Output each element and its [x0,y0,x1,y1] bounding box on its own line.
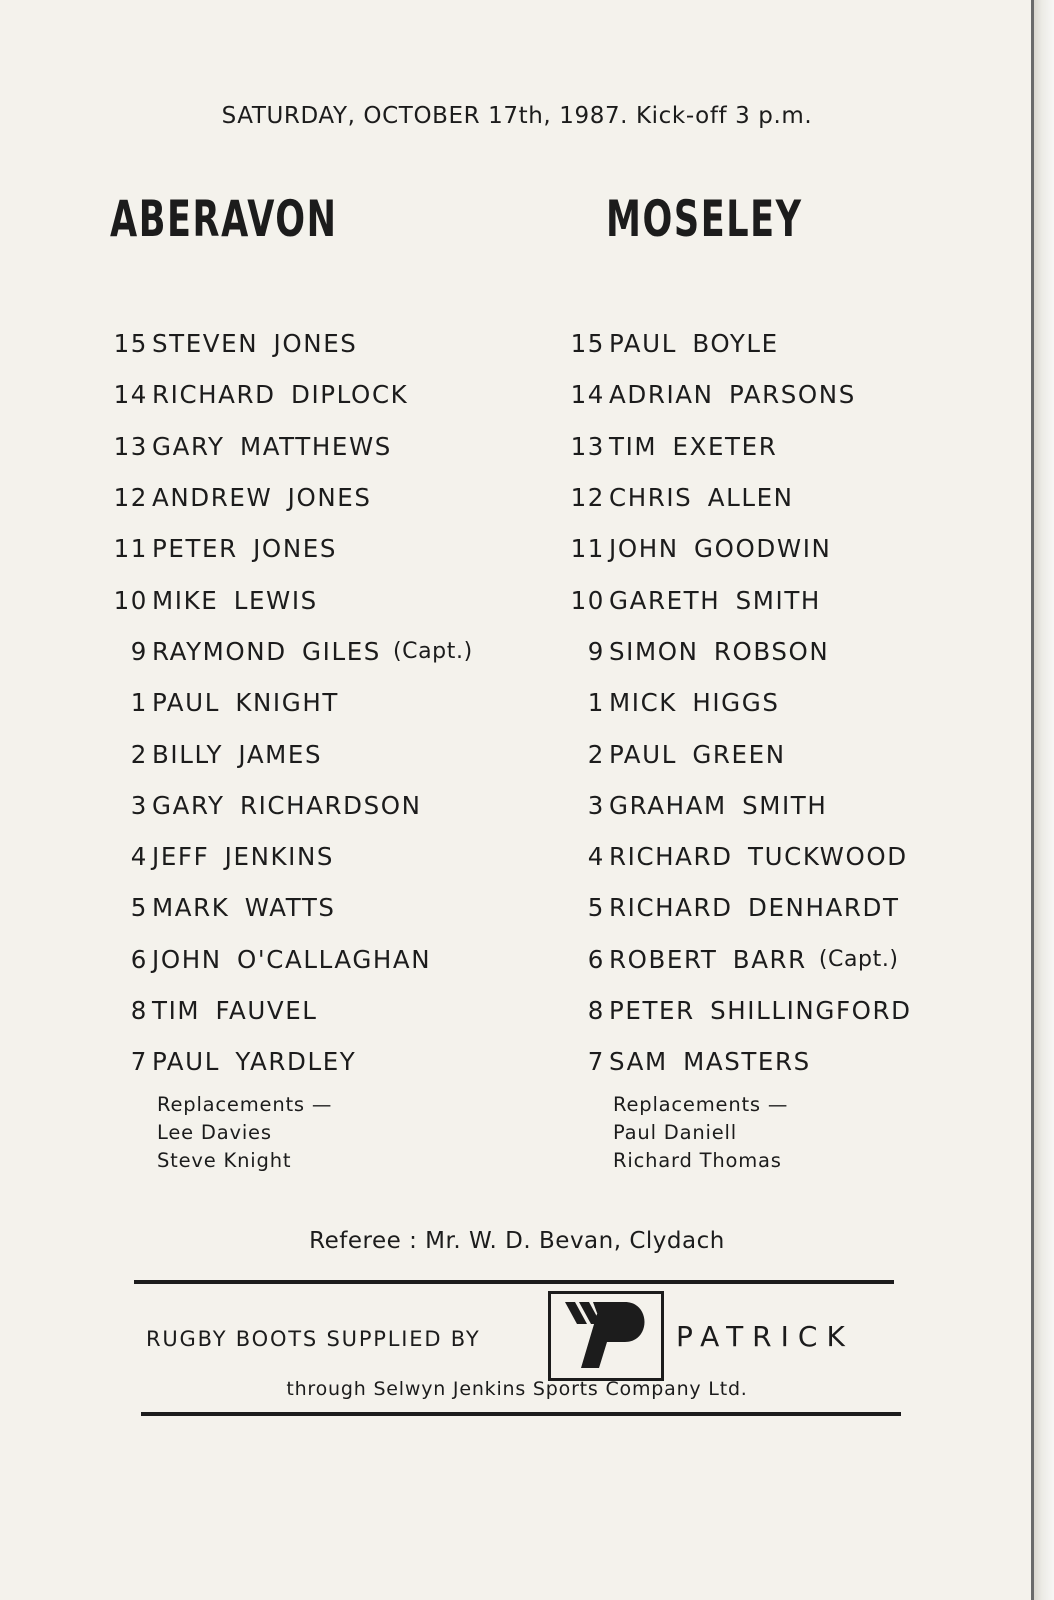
player-name: GARY MATTHEWS [152,431,392,461]
player-name: TIM EXETER [609,431,778,461]
player-name: RICHARD DENHARDT [609,893,900,923]
player-number: 15 [113,329,148,359]
player-name: PAUL KNIGHT [152,688,339,718]
player-number: 12 [113,483,148,513]
player-name: GRAHAM SMITH [609,790,828,820]
player-number: 9 [587,636,605,666]
player-name: MIKE LEWIS [152,585,318,615]
player-name: JEFF JENKINS [152,842,335,872]
home-player-row [100,574,473,625]
sponsor-brand: PATRICK [676,1320,854,1353]
away-player-row [557,934,912,985]
player-number: 6 [587,944,605,974]
player-name: PAUL YARDLEY [152,1047,357,1077]
home-replacements [157,1091,332,1175]
patrick-p-logo-icon [548,1291,664,1381]
away-player-row [557,421,912,472]
player-name: MICK HIGGS [609,688,780,718]
player-number: 10 [570,585,605,615]
away-player-row [557,523,912,574]
away-player-row [557,1036,912,1087]
home-player-row [100,421,473,472]
player-name: SAM MASTERS [609,1047,811,1077]
player-number: 15 [570,329,605,359]
player-number: 13 [113,431,148,461]
player-name: JOHN O'CALLAGHAN [152,944,432,974]
player-name: PETER SHILLINGFORD [609,996,912,1025]
player-name: GARETH SMITH [609,585,821,615]
page-edge [1034,0,1054,1600]
player-number: 3 [587,790,605,820]
replacements-label: Replacements — [157,1093,333,1116]
home-player-row [100,677,473,728]
player-name: RICHARD DIPLOCK [152,380,409,410]
player-name: SIMON ROBSON [609,636,830,666]
home-player-row [100,318,473,369]
player-number: 5 [130,893,148,923]
away-replacements [613,1091,788,1175]
player-number: 11 [570,534,605,564]
home-player-row [100,472,473,523]
player-name: TIM FAUVEL [152,996,318,1025]
home-player-row [100,728,473,779]
away-player-row [557,985,912,1036]
player-name: PAUL GREEN [609,739,786,769]
match-date-line: SATURDAY, OCTOBER 17th, 1987. Kick-off 3 p.m. [221,103,813,129]
player-number: 1 [130,688,148,718]
divider-rule [141,1412,901,1416]
player-name: RICHARD TUCKWOOD [609,842,908,872]
replacement-player: Paul Daniell [613,1121,737,1144]
home-roster [100,318,473,1087]
player-number: 11 [113,534,148,564]
player-name: CHRIS ALLEN [609,483,794,513]
home-player-row [100,626,473,677]
player-number: 14 [570,380,605,410]
player-name: JOHN GOODWIN [609,534,832,564]
player-number: 5 [587,893,605,923]
player-number: 8 [587,996,605,1025]
away-player-row [557,369,912,420]
home-player-row [100,369,473,420]
away-team-name: MOSELEY [606,190,803,248]
home-player-row [100,985,473,1036]
player-number: 1 [587,688,605,718]
player-name: ADRIAN PARSONS [609,380,856,410]
replacements-label: Replacements — [613,1093,789,1116]
divider-rule [134,1280,894,1284]
replacement-player: Richard Thomas [613,1149,782,1172]
home-player-row [100,934,473,985]
player-number: 4 [587,842,605,872]
home-player-row [100,831,473,882]
home-player-row [100,780,473,831]
player-name: ANDREW JONES [152,483,372,513]
replacement-player: Steve Knight [157,1149,292,1172]
player-number: 7 [130,1047,148,1077]
player-number: 2 [587,739,605,769]
player-name: PETER JONES [152,534,337,564]
player-number: 8 [130,996,148,1025]
player-number: 12 [570,483,605,513]
player-name: ROBERT BARR [609,944,807,974]
player-number: 7 [587,1047,605,1077]
away-player-row [557,882,912,933]
player-number: 13 [570,431,605,461]
player-name: BILLY JAMES [152,739,323,769]
away-player-row [557,728,912,779]
home-player-row [100,1036,473,1087]
captain-marker: (Capt.) [818,946,899,972]
player-name: STEVEN JONES [152,329,358,359]
away-roster [557,318,912,1087]
replacement-player: Lee Davies [157,1121,272,1144]
home-player-row [100,882,473,933]
away-player-row [557,574,912,625]
away-player-row [557,318,912,369]
away-player-row [557,626,912,677]
player-number: 4 [130,842,148,872]
page-border-line [1031,0,1034,1600]
away-player-row [557,677,912,728]
player-name: RAYMOND GILES [152,636,381,666]
home-team-name: ABERAVON [110,190,338,248]
sponsor-supplied-by: RUGBY BOOTS SUPPLIED BY [146,1327,481,1351]
captain-marker: (Capt.) [392,638,473,664]
away-player-row [557,780,912,831]
player-name: PAUL BOYLE [609,329,779,359]
player-number: 14 [113,380,148,410]
player-number: 2 [130,739,148,769]
referee-line: Referee : Mr. W. D. Bevan, Clydach [309,1228,725,1254]
player-number: 6 [130,944,148,974]
player-number: 9 [130,636,148,666]
away-player-row [557,472,912,523]
sponsor-through-line: through Selwyn Jenkins Sports Company Ltd. [286,1378,748,1400]
player-number: 3 [130,790,148,820]
home-player-row [100,523,473,574]
player-number: 10 [113,585,148,615]
player-name: GARY RICHARDSON [152,790,422,820]
away-player-row [557,831,912,882]
player-name: MARK WATTS [152,893,336,923]
